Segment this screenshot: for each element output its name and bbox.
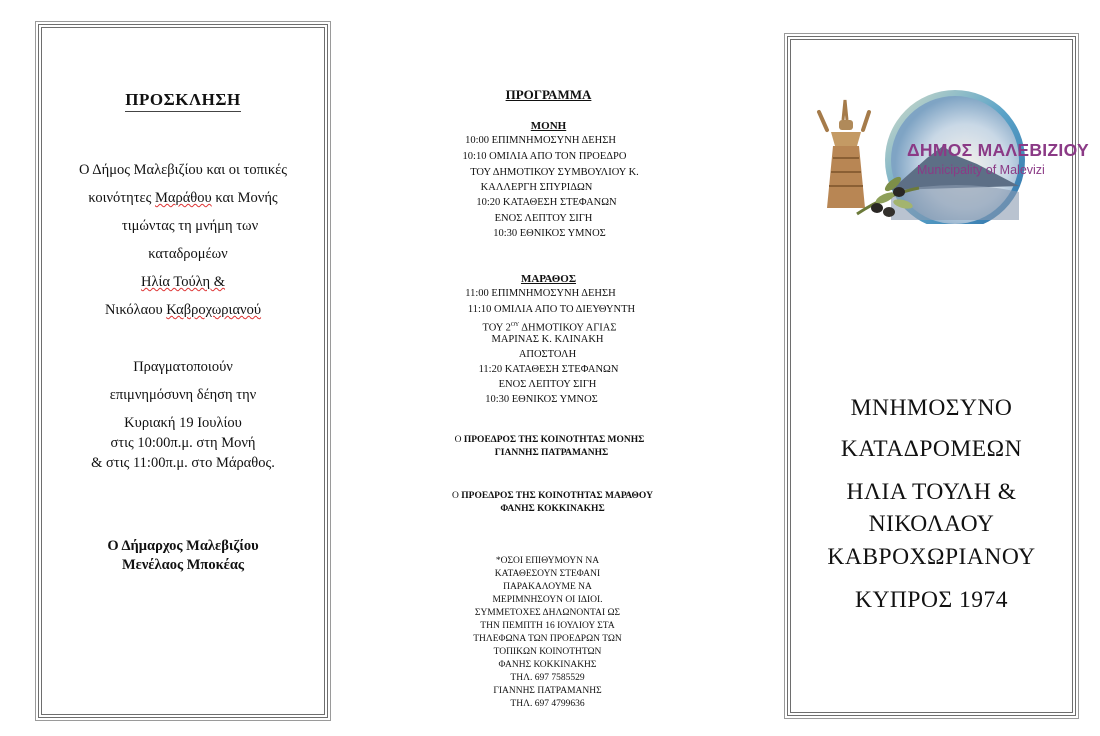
- invitation-line: Πραγματοποιούν: [133, 359, 233, 375]
- cover-title-line: ΗΛΙΑ ΤΟΥΛΗ &: [846, 479, 1017, 505]
- section-title-moni: ΜΟΝΗ: [530, 120, 567, 132]
- cover-title-line: ΚΥΠΡΟΣ 1974: [854, 587, 1008, 613]
- program-item: 10:30 ΕΘΝΙΚΟΣ ΥΜΝΟΣ: [485, 394, 598, 405]
- note-line: ΜΕΡΙΜΝΗΣΟΥΝ ΟΙ ΙΔΙΟΙ.: [492, 595, 603, 605]
- honoree-name-1: Ηλία Τούλη &: [140, 274, 226, 290]
- program-item: ΕΝΟΣ ΛΕΠΤΟΥ ΣΙΓΗ: [494, 213, 593, 224]
- section-title-marathos: ΜΑΡΑΘΟΣ: [520, 273, 577, 285]
- invitation-line: & στις 11:00π.μ. στο Μάραθος.: [91, 455, 275, 471]
- note-line: ΣΥΜΜΕΤΟΧΕΣ ΔΗΛΩΝΟΝΤΑΙ ΩΣ: [474, 608, 621, 618]
- president-moni-role: Ο ΠΡΟΕΔΡΟΣ ΤΗΣ ΚΟΙΝΟΤΗΤΑΣ ΜΟΝΗΣ: [454, 435, 645, 445]
- invitation-line: επιμνημόσυνη δέηση την: [109, 387, 257, 403]
- invitation-line: στις 10:00π.μ. στη Μονή: [110, 435, 256, 451]
- invitation-line: Κυριακή 19 Ιουλίου: [124, 415, 242, 431]
- program-item: ΕΝΟΣ ΛΕΠΤΟΥ ΣΙΓΗ: [498, 379, 597, 390]
- note-line: ΤΗΛΕΦΩΝΑ ΤΩΝ ΠΡΟΕΔΡΩΝ ΤΩΝ: [473, 634, 622, 644]
- program-title: ΠΡΟΓΡΑΜΜΑ: [505, 87, 592, 102]
- invitation-panel: [38, 24, 328, 718]
- program-item: ΤΟΥ ΔΗΜΟΤΙΚΟΥ ΣΥΜΒΟΥΛΙΟΥ Κ.: [470, 167, 639, 178]
- program-item: 11:10 ΟΜΙΛΙΑ ΑΠΟ ΤΟ ΔΙΕΥΘΥΝΤΗ: [467, 304, 636, 315]
- note-line: *ΟΣΟΙ ΕΠΙΘΥΜΟΥΝ ΝΑ: [495, 556, 600, 566]
- note-line: ΤΗΝ ΠΕΜΠΤΗ 16 ΙΟΥΛΙΟΥ ΣΤΑ: [480, 621, 615, 631]
- program-item: ΑΠΟΣΤΟΛΗ: [518, 349, 577, 360]
- mayor-name: Μενέλαος Μποκέας: [121, 557, 245, 573]
- note-line: ΤΗΛ. 697 4799636: [510, 699, 585, 709]
- program-item: ΤΟΥ $2^{O\Upsilon}$ ΔΗΜΟΤΙΚΟΥ ΑΓΙΑΣ: [482, 322, 617, 334]
- invitation-line: Ο Δήμος Μαλεβιζίου και οι τοπικές: [79, 162, 287, 178]
- mayor-title: Ο Δήμαρχος Μαλεβιζίου: [107, 538, 259, 554]
- program-item: 11:20 ΚΑΤΑΘΕΣΗ ΣΤΕΦΑΝΩΝ: [478, 364, 619, 375]
- president-marathos-name: ΦΑΝΗΣ ΚΟΚΚΙΝΑΚΗΣ: [500, 504, 605, 514]
- program-item: 10:10 ΟΜΙΛΙΑ ΑΠΟ ΤΟΝ ΠΡΟΕΔΡΟ: [462, 151, 627, 162]
- cover-panel: [787, 36, 1089, 716]
- cover-title-line: ΚΑΤΑΔΡΟΜΕΩΝ: [840, 436, 1023, 462]
- note-line: ΚΑΤΑΘΕΣΟΥΝ ΣΤΕΦΑΝΙ: [494, 569, 601, 579]
- logo-subtitle: Municipality of Malevizi: [917, 163, 1045, 177]
- invitation-line: καταδρομέων: [148, 246, 228, 262]
- cover-title-line: ΝΙΚΟΛΑΟΥ: [868, 511, 995, 537]
- program-item: 10:00 ΕΠΙΜΝΗΜΟΣΥΝΗ ΔΕΗΣΗ: [465, 135, 616, 146]
- note-line: ΦΑΝΗΣ ΚΟΚΚΙΝΑΚΗΣ: [498, 660, 597, 670]
- program-item: 10:20 ΚΑΤΑΘΕΣΗ ΣΤΕΦΑΝΩΝ: [476, 197, 617, 208]
- program-item: ΜΑΡΙΝΑΣ Κ. ΚΛΙΝΑΚΗ: [491, 334, 604, 345]
- invitation-line-text: κοινότητες Μαράθου και Μονής: [88, 190, 278, 206]
- program-panel: [330, 0, 787, 736]
- invitation-line: [42, 301, 324, 319]
- invitation-line: [42, 189, 324, 207]
- invitation-title: ΠΡΟΣΚΛΗΣΗ: [42, 90, 324, 110]
- cover-title-line: ΜΝΗΜΟΣΥΝΟ: [850, 395, 1013, 421]
- note-line: ΓΙΑΝΝΗΣ ΠΑΤΡΑΜΑΝΗΣ: [493, 686, 602, 696]
- program-item: 10:30 ΕΘΝΙΚΟΣ ΥΜΝΟΣ: [493, 228, 606, 239]
- invitation-line: [42, 273, 324, 291]
- cover-title-line: ΚΑΒΡΟΧΩΡΙΑΝΟΥ: [827, 544, 1036, 570]
- program-item: 11:00 ΕΠΙΜΝΗΜΟΣΥΝΗ ΔΕΗΣΗ: [465, 288, 616, 299]
- president-moni-name: ΓΙΑΝΝΗΣ ΠΑΤΡΑΜΑΝΗΣ: [494, 448, 609, 458]
- president-marathos-role: Ο ΠΡΟΕΔΡΟΣ ΤΗΣ ΚΟΙΝΟΤΗΤΑΣ ΜΑΡΑΘΟΥ: [452, 491, 653, 501]
- note-line: ΤΟΠΙΚΩΝ ΚΟΙΝΟΤΗΤΩΝ: [493, 647, 602, 657]
- municipality-logo: [807, 80, 1089, 224]
- invitation-line: τιμώντας τη μνήμη των: [121, 218, 259, 234]
- honoree-name-2: Νικόλαου Καβροχωριανού: [104, 302, 262, 318]
- note-line: ΠΑΡΑΚΑΛΟΥΜΕ ΝΑ: [503, 582, 592, 592]
- logo-title: ΔΗΜΟΣ ΜΑΛΕΒΙΖΙΟΥ: [907, 140, 1089, 160]
- program-item: ΚΑΛΛΕΡΓΗ ΣΠΥΡΙΔΩΝ: [480, 182, 593, 193]
- note-line: ΤΗΛ. 697 7585529: [510, 673, 585, 683]
